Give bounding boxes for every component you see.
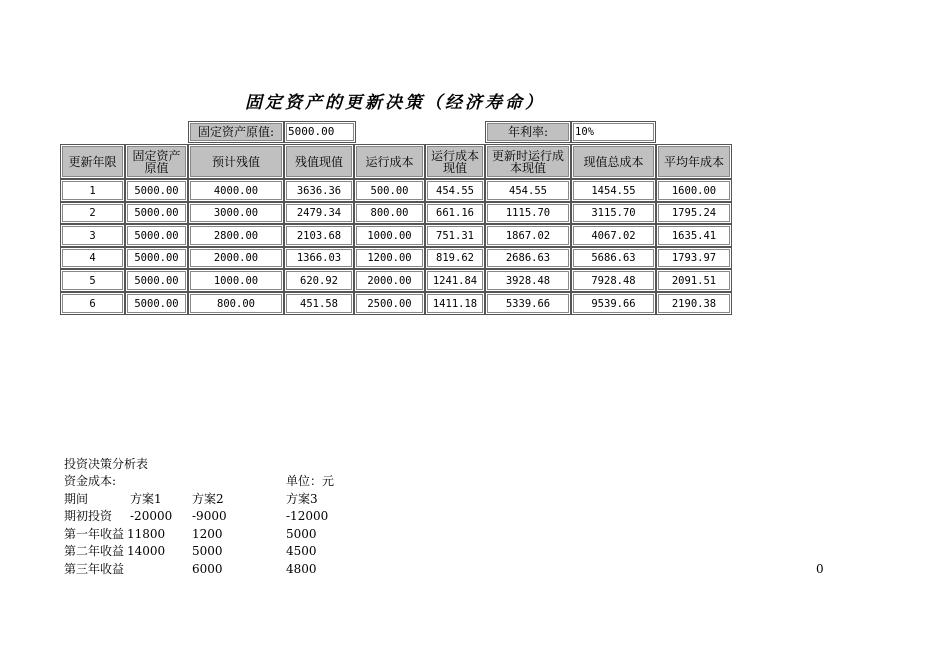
row-value: 11800 xyxy=(127,527,166,541)
table-cell[interactable]: 5000.00 xyxy=(125,269,188,292)
table-cell[interactable]: 2686.63 xyxy=(485,247,571,269)
row-value: 6000 xyxy=(192,562,223,576)
table-cell[interactable]: 3636.36 xyxy=(284,179,354,202)
original-value-cell[interactable]: 5000.00 xyxy=(284,121,356,143)
table-cell[interactable]: 1000.00 xyxy=(354,224,425,247)
row-label-year1: 第一年收益 xyxy=(64,527,125,541)
table-cell[interactable]: 1793.97 xyxy=(656,247,732,269)
header-operating-cost: 运行成本 xyxy=(354,144,425,179)
row-value: 4800 xyxy=(286,562,317,576)
table-cell[interactable]: 454.55 xyxy=(425,179,485,202)
col-plan1: 方案1 xyxy=(130,492,162,506)
table-cell[interactable]: 819.62 xyxy=(425,247,485,269)
header-update-operating-pv: 更新时运行成本现值 xyxy=(485,144,571,179)
row-value: -12000 xyxy=(286,509,329,523)
table-cell[interactable]: 800.00 xyxy=(354,202,425,224)
rate-label: 年利率: xyxy=(485,121,571,143)
header-update-years: 更新年限 xyxy=(60,144,125,179)
table-cell[interactable]: 2800.00 xyxy=(188,224,284,247)
table-cell[interactable]: 1000.00 xyxy=(188,269,284,292)
header-average-annual-cost: 平均年成本 xyxy=(656,144,732,179)
rate-value-cell[interactable]: 10% xyxy=(571,121,656,143)
table-cell[interactable]: 5339.66 xyxy=(485,292,571,315)
page-title: 固定资产的更新决策（经济寿命） xyxy=(245,93,545,113)
table-cell[interactable]: 4000.00 xyxy=(188,179,284,202)
table-cell[interactable]: 4 xyxy=(60,247,125,269)
table-cell[interactable]: 751.31 xyxy=(425,224,485,247)
row-label-year3: 第三年收益 xyxy=(64,562,125,576)
analysis-title: 投资决策分析表 xyxy=(64,457,149,471)
table-cell[interactable]: 6 xyxy=(60,292,125,315)
table-cell[interactable]: 2000.00 xyxy=(188,247,284,269)
table-cell[interactable]: 3115.70 xyxy=(571,202,656,224)
header-operating-cost-pv: 运行成本现值 xyxy=(425,144,485,179)
table-cell[interactable]: 2091.51 xyxy=(656,269,732,292)
table-cell[interactable]: 5000.00 xyxy=(125,179,188,202)
col-plan3: 方案3 xyxy=(286,492,318,506)
table-cell[interactable]: 5000.00 xyxy=(125,224,188,247)
table-cell[interactable]: 2 xyxy=(60,202,125,224)
header-residual-pv: 残值现值 xyxy=(284,144,354,179)
table-cell[interactable]: 1600.00 xyxy=(656,179,732,202)
table-cell[interactable]: 5000.00 xyxy=(125,292,188,315)
table-cell[interactable]: 5000.00 xyxy=(125,202,188,224)
table-cell[interactable]: 661.16 xyxy=(425,202,485,224)
table-cell[interactable]: 5686.63 xyxy=(571,247,656,269)
row-value: -20000 xyxy=(130,509,173,523)
row-label-initial-investment: 期初投资 xyxy=(64,509,113,523)
table-cell[interactable]: 2103.68 xyxy=(284,224,354,247)
capital-cost-label: 资金成本: xyxy=(64,474,117,488)
header-total-pv-cost: 现值总成本 xyxy=(571,144,656,179)
table-cell[interactable]: 620.92 xyxy=(284,269,354,292)
table-cell[interactable]: 1 xyxy=(60,179,125,202)
table-cell[interactable]: 800.00 xyxy=(188,292,284,315)
table-cell[interactable]: 500.00 xyxy=(354,179,425,202)
table-cell[interactable]: 2500.00 xyxy=(354,292,425,315)
table-cell[interactable]: 1635.41 xyxy=(656,224,732,247)
row-value: 5000 xyxy=(192,544,223,558)
table-cell[interactable]: 1867.02 xyxy=(485,224,571,247)
col-plan2: 方案2 xyxy=(192,492,224,506)
header-original-value: 固定资产原值 xyxy=(125,144,188,179)
unit-label: 单位：元 xyxy=(286,474,335,488)
row-label-year2: 第二年收益 xyxy=(64,544,125,558)
table-cell[interactable]: 1795.24 xyxy=(656,202,732,224)
row-value: 5000 xyxy=(286,527,317,541)
table-cell[interactable]: 3 xyxy=(60,224,125,247)
row-value: 1200 xyxy=(192,527,223,541)
table-cell[interactable]: 1241.84 xyxy=(425,269,485,292)
table-cell[interactable]: 451.58 xyxy=(284,292,354,315)
table-cell[interactable]: 1200.00 xyxy=(354,247,425,269)
row-value: 4500 xyxy=(286,544,317,558)
table-cell[interactable]: 4067.02 xyxy=(571,224,656,247)
table-cell[interactable]: 5000.00 xyxy=(125,247,188,269)
table-cell[interactable]: 3928.48 xyxy=(485,269,571,292)
row-value: -9000 xyxy=(192,509,227,523)
col-period: 期间 xyxy=(64,492,89,506)
row-value: 14000 xyxy=(127,544,166,558)
table-cell[interactable]: 9539.66 xyxy=(571,292,656,315)
table-cell[interactable]: 2000.00 xyxy=(354,269,425,292)
table-cell[interactable]: 3000.00 xyxy=(188,202,284,224)
table-cell[interactable]: 1454.55 xyxy=(571,179,656,202)
original-value-label: 固定资产原值: xyxy=(188,121,284,143)
header-expected-residual: 预计残值 xyxy=(188,144,284,179)
table-cell[interactable]: 2479.34 xyxy=(284,202,354,224)
table-cell[interactable]: 1411.18 xyxy=(425,292,485,315)
table-cell[interactable]: 1366.03 xyxy=(284,247,354,269)
table-cell[interactable]: 1115.70 xyxy=(485,202,571,224)
table-cell[interactable]: 2190.38 xyxy=(656,292,732,315)
table-cell[interactable]: 7928.48 xyxy=(571,269,656,292)
stray-zero-value: 0 xyxy=(816,562,824,576)
table-cell[interactable]: 5 xyxy=(60,269,125,292)
table-cell[interactable]: 454.55 xyxy=(485,179,571,202)
